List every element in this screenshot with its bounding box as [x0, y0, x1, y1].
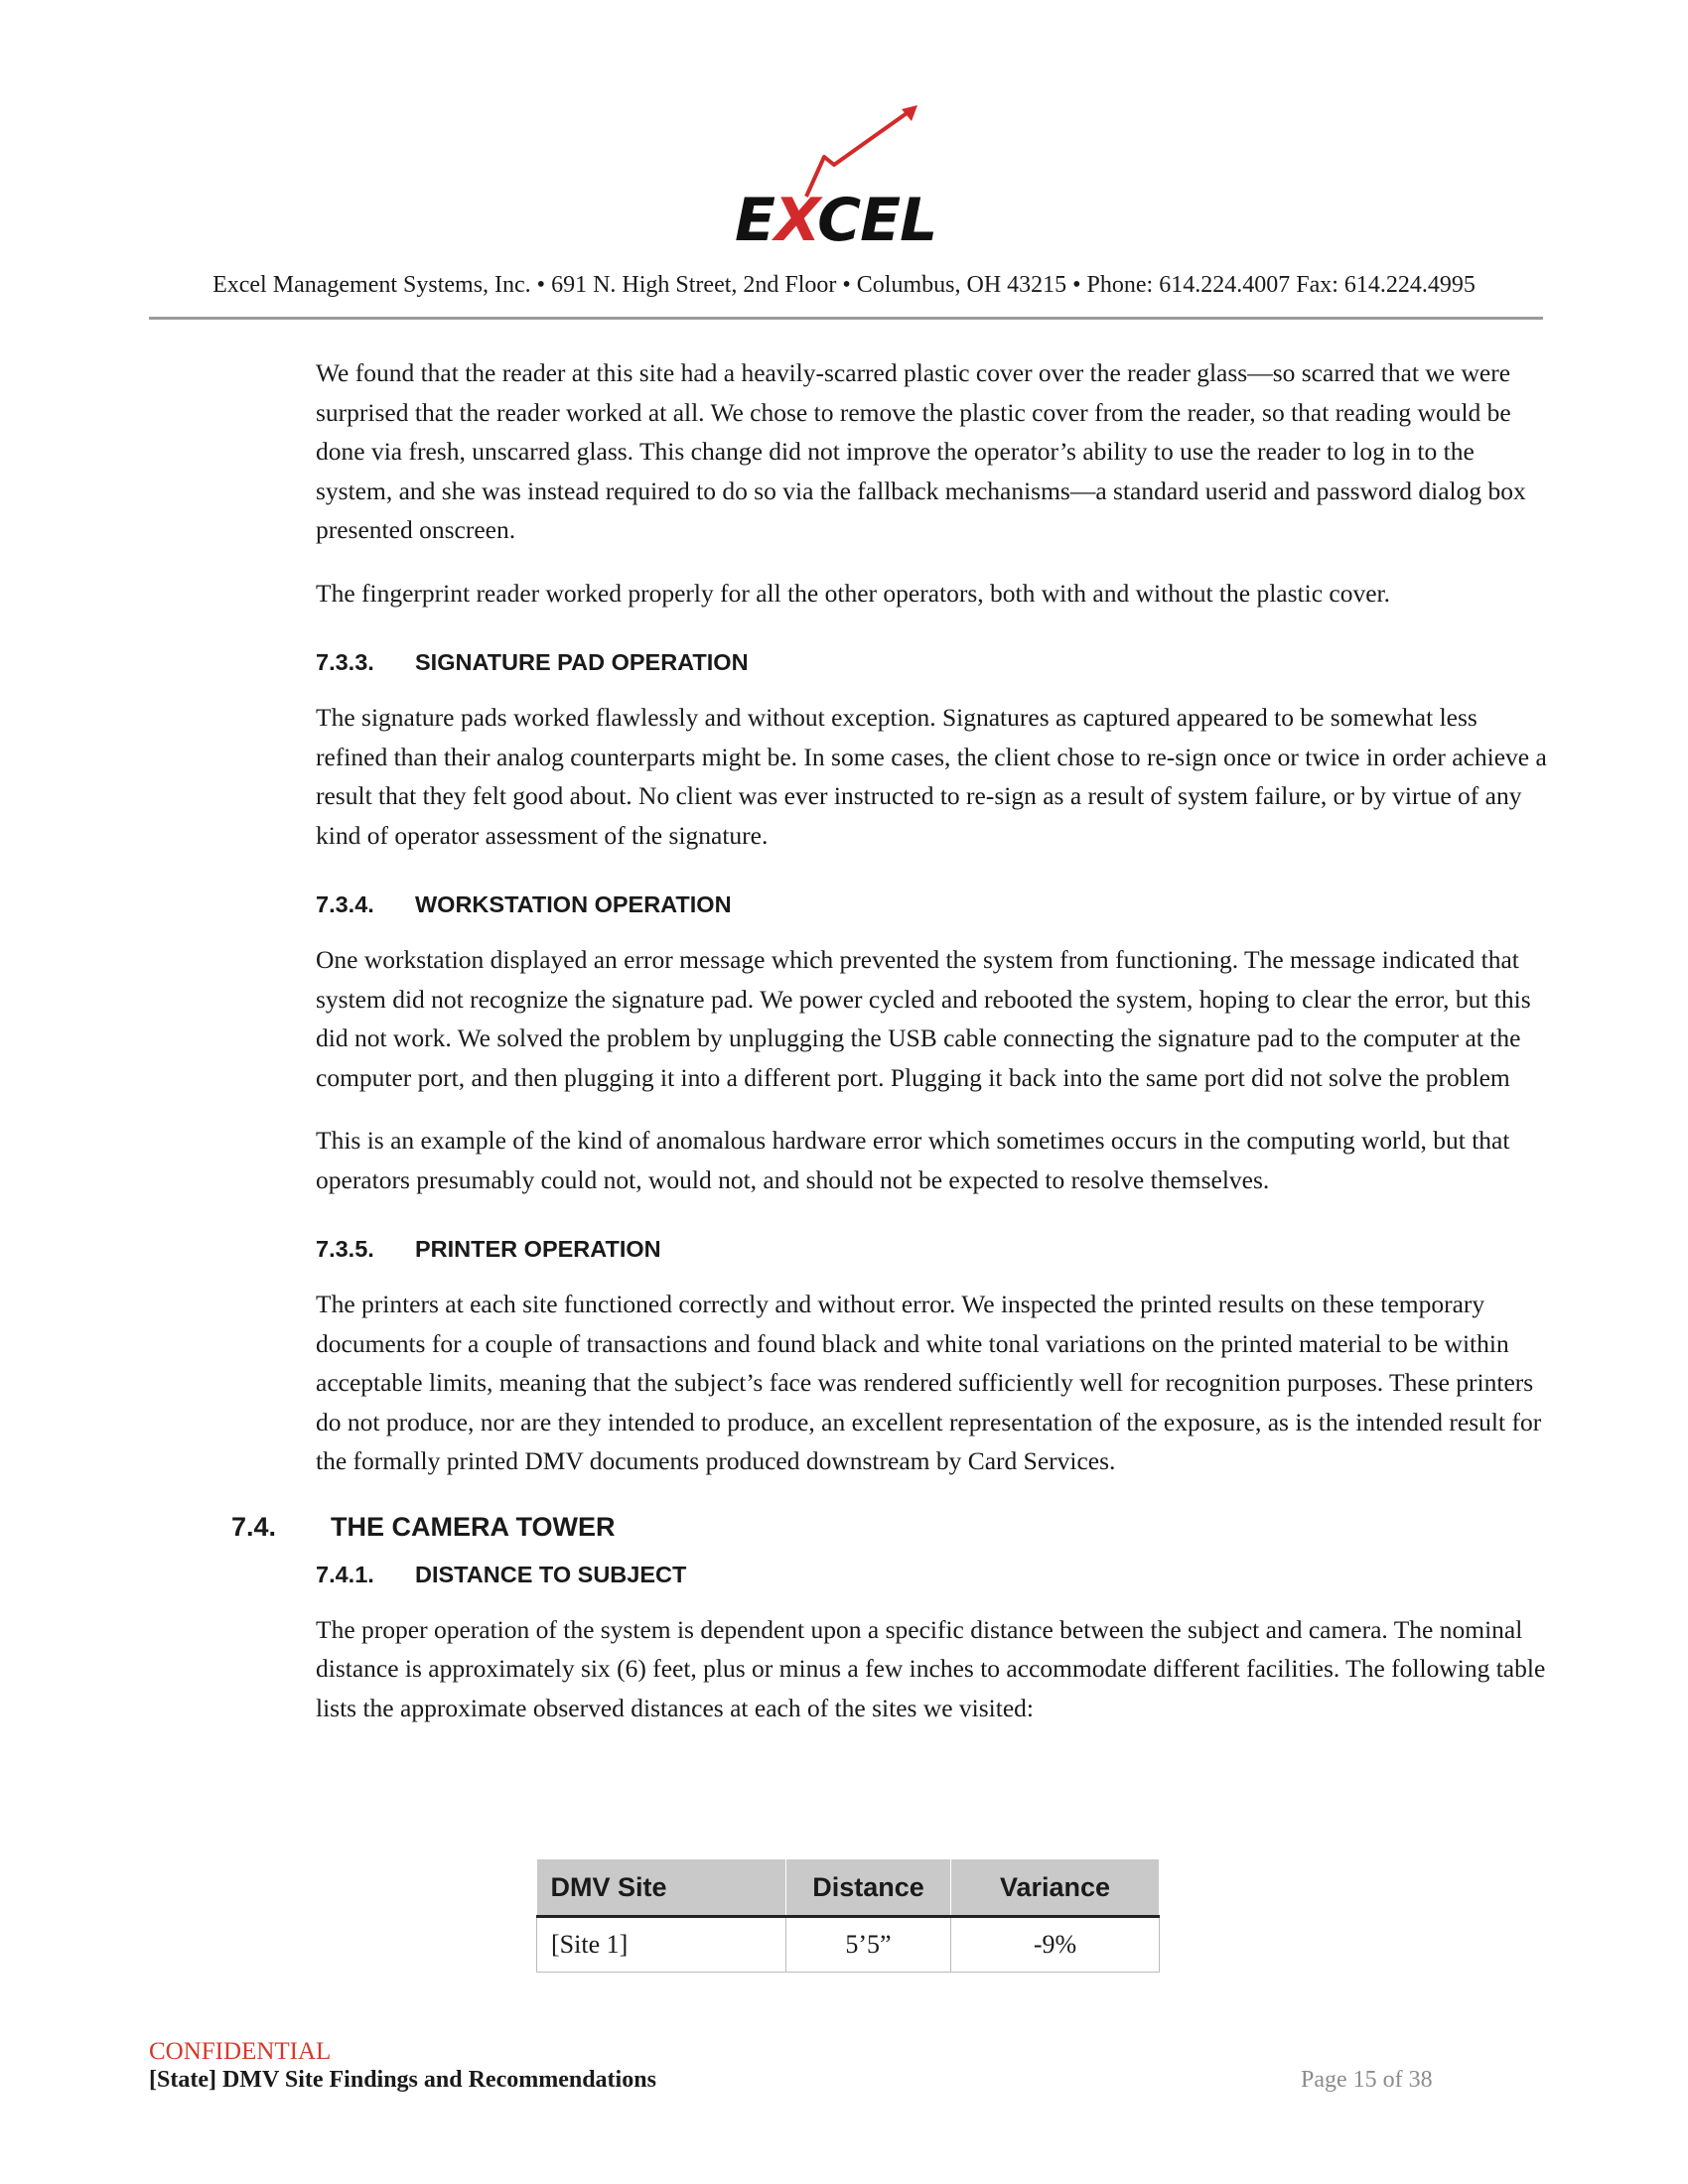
section-title: DISTANCE TO SUBJECT [415, 1561, 687, 1587]
paragraph: The signature pads worked flawlessly and without exception. Signatures as captured appeared to be somewhat less refined than their analog counterparts might be. In some cases, the client chose to re-sign once or twice in order achieve a result that they felt good about. No client was ever instructed to re-sign as a result of system failure, or by virtue of any kind of operator assessment of the signature. [316, 703, 1547, 850]
table-cell: -9% [951, 1917, 1160, 1973]
paragraph: This is an example of the kind of anomalous hardware error which sometimes occurs in the computing world, but that operators presumably could not, would not, and should not be expected to resolve themselves. [316, 1126, 1510, 1194]
paragraph: The printers at each site functioned correctly and without error. We inspected the printed results on these temporary documents for a couple of transactions and found black and white tonal variations on the printed material to be within acceptable limits, meaning that the subject’s face was rendered sufficiently well for recognition purposes. These printers do not produce, nor are they intended to produce, an excellent representation of the exposure, as is the intended result for the formally printed DMV documents produced downstream by Card Services. [316, 1290, 1542, 1475]
paragraph: The fingerprint reader worked properly for all the other operators, both with and without the plastic cover. [316, 578, 1390, 608]
section-heading-7-3-4 [316, 890, 1547, 918]
section-number: 7.4.1. [316, 1561, 374, 1587]
section-title: WORKSTATION OPERATION [415, 891, 732, 917]
section-title: PRINTER OPERATION [415, 1236, 661, 1262]
paragraph: We found that the reader at this site had a heavily-scarred plastic cover over the reader glass—so scarred that we were surprised that the reader worked at all. We chose to remove the plastic cover from the reader, so that reading would be done via fresh, unscarred glass. This change did not improve the operator’s ability to use the reader to log in to the system, and she was instead required to do so via the fallback mechanisms—a standard userid and password dialog box presented onscreen. [316, 358, 1526, 544]
table-row [537, 1917, 1160, 1973]
section-number: 7.3.4. [316, 891, 374, 917]
column-header: Variance [951, 1859, 1160, 1917]
section-number: 7.3.5. [316, 1236, 374, 1262]
logo-wordmark: EXCEL [735, 186, 937, 255]
confidential-label: CONFIDENTIAL [149, 2038, 332, 2065]
paragraph: The proper operation of the system is dependent upon a specific distance between the subject and camera. The nominal distance is approximately six (6) feet, plus or minus a few inches to accommodate different facilities. The following table lists the approximate observed distances at each of the sites we visited: [316, 1614, 1546, 1722]
distance-table [536, 1859, 1160, 1973]
table-cell: 5’5” [786, 1917, 951, 1973]
document-body [231, 353, 1547, 1751]
column-header: DMV Site [537, 1859, 786, 1917]
section-number: 7.3.3. [316, 649, 374, 675]
section-heading-7-3-5 [316, 1235, 1547, 1263]
section-heading-7-3-3 [316, 648, 1547, 676]
section-heading-7-4 [231, 1511, 1547, 1543]
section-number: 7.4. [231, 1511, 277, 1542]
section-heading-7-4-1 [316, 1561, 1547, 1588]
column-header: Distance [786, 1859, 951, 1917]
page-number: Page 15 of 38 [1301, 2067, 1433, 2093]
logo-arrow-icon [735, 99, 933, 199]
document-title: [State] DMV Site Findings and Recommendations [149, 2067, 656, 2093]
table-header-row [537, 1859, 1160, 1917]
company-logo [735, 99, 953, 258]
header-address: Excel Management Systems, Inc. • 691 N. High Street, 2nd Floor • Columbus, OH 43215 • Phone: 614.224.4007 Fax: 614.224.4995 [212, 272, 1476, 298]
section-title: THE CAMERA TOWER [331, 1511, 616, 1542]
header-divider [149, 317, 1543, 320]
paragraph: One workstation displayed an error message which prevented the system from functioning. The message indicated that system did not recognize the signature pad. We power cycled and rebooted the system, hoping to clear the error, but this did not work. We solved the problem by unplugging the USB cable connecting the signature pad to the computer at the computer port, and then plugging it into a different port. Plugging it back into the same port did not solve the problem [316, 945, 1531, 1092]
section-title: SIGNATURE PAD OPERATION [415, 649, 749, 675]
table-cell: [Site 1] [537, 1917, 786, 1973]
